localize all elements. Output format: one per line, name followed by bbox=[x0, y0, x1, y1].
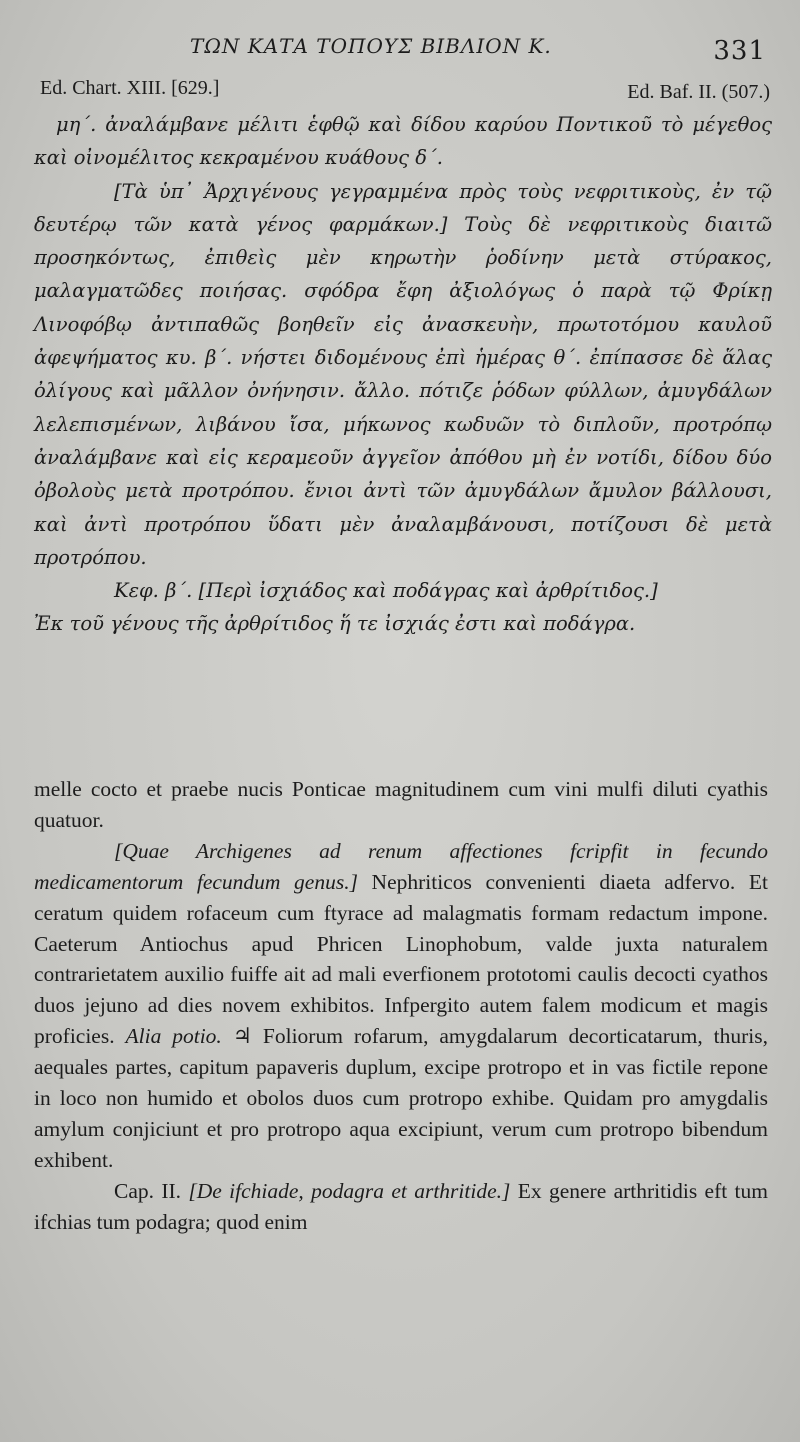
greek-paragraph-1 bbox=[34, 108, 772, 175]
latin-chapter-paragraph bbox=[34, 1176, 768, 1238]
greek-paragraph-2 bbox=[34, 175, 772, 575]
latin-chapter-text: Ex genere arthritidis eft tum ifchias tum podagra; quod enim bbox=[34, 1178, 768, 1234]
latin-paragraph-1-text: melle cocto et praebe nucis Ponticae magnitudinem cum vini mulfi diluti cyathis quatuor. bbox=[34, 777, 768, 832]
latin-text-block bbox=[34, 774, 768, 1238]
greek-chapter-label: Κεφ. β΄. bbox=[114, 579, 193, 603]
running-head: ΤΩΝ ΚΑΤΑ ΤΟΠΟΥΣ ΒΙΒΛΙΟΝ Κ. bbox=[190, 34, 552, 58]
latin-chapter-title: [De ifchiade, podagra et arthritide.] bbox=[188, 1178, 511, 1203]
greek-chapter-heading bbox=[34, 574, 772, 607]
greek-chapter-title: [Περὶ ἰσχιάδος καὶ ποδάγρας καὶ ἀρθρίτιδος.] bbox=[198, 579, 658, 603]
latin-alia-potio: Alia potio. bbox=[125, 1024, 222, 1049]
latin-paragraph-2 bbox=[34, 836, 768, 1176]
greek-paragraph-2-heading: [Τὰ ὑπ᾽ Ἀρχιγένους γεγραμμένα πρὸς τοὺς νεφριτικοὺς, ἐν τῷ δευτέρῳ τῶν κατὰ γένος φαρμάκων.] bbox=[34, 179, 772, 236]
jupiter-recipe-symbol-icon: ♃ bbox=[232, 1024, 252, 1049]
greek-text-block bbox=[34, 108, 772, 641]
edition-reference-basel: Ed. Baf. II. (507.) bbox=[627, 81, 770, 103]
latin-paragraph-1 bbox=[34, 774, 768, 836]
greek-chapter-text bbox=[34, 607, 772, 640]
latin-paragraph-2-text-2: Foliorum rofarum, amygdalarum decorticatarum, thuris, aequales partes, capitum papaveris duplum, excipe protropo et in vas fictile repone in loco non humido et obolos duos cum protropo exhibe. Quidam pro amygdalis amylum conjiciunt et pro protropo aqua excipiunt, verum cum protropo bibendum exhibent. bbox=[34, 1024, 769, 1172]
edition-reference-row bbox=[40, 77, 770, 103]
greek-chapter-text-content: Ἐκ τοῦ γένους τῆς ἀρθρίτιδος ἥ τε ἰσχιάς ἐστι καὶ ποδάγρα. bbox=[34, 612, 636, 636]
latin-paragraph-2-heading: [Quae Archigenes ad renum affectiones fcripfit in fecundo medicamentorum fecundum genus.] bbox=[34, 838, 768, 894]
latin-chapter-label: Cap. II. bbox=[114, 1178, 182, 1203]
greek-paragraph-2-text: Τοὺς δὲ νεφριτικοὺς διαιτῶ προσηκόντως, ἐπιθεὶς μὲν κηρωτὴν ῥοδίνην μετὰ στύρακος, μαλαγματῶδες ποιήσας. σφόδρα ἔφη ἀξιολόγως ὁ παρὰ τῷ Φρίκῃ Λινοφόβῳ ἀντιπαθῶς βοηθεῖν εἰς ἀνασκευὴν, πρωτοτόμου καυλοῦ ἀφεψήματος κυ. β΄. νήστει διδομένους ἐπὶ ἡμέρας θ΄. ἐπίπασσε δὲ ἅλας ὀλίγους καὶ μᾶλλον ὀνήνησιν. ἄλλο. πότιζε ῥόδων φύλλων, ἀμυγδάλων λελεπισμένων, λιβάνου ἴσα, μήκωνος κωδυῶν τὸ διπλοῦν, προτρόπῳ ἀναλάμβανε καὶ εἰς κεραμεοῦν ἀγγεῖον ἀπόθου μὴ ἐν νοτίδι, δίδου δύο ὀβολοὺς μετὰ προτρόπου. ἔνιοι ἀντὶ τῶν ἀμυγδάλων ἄμυλον βάλλουσι, καὶ ἀντὶ προτρόπου ὕδατι μὲν ἀναλαμβάνουσι, ποτίζουσι δὲ μετὰ προτρόπου. bbox=[34, 212, 773, 569]
greek-paragraph-1-text: μη΄. ἀναλάμβανε μέλιτι ἑφθῷ καὶ δίδου καρύου Ποντικοῦ τὸ μέγεθος καὶ οἰνομέλιτος κεκραμένου κυάθους δ΄. bbox=[34, 113, 772, 170]
edition-reference-chart: Ed. Chart. XIII. [629.] bbox=[40, 77, 220, 99]
latin-paragraph-2-text-1: Nephriticos convenienti diaeta adfervo. Et ceratum quidem rofaceum cum ftyrace ad malagmatis formam redactum impone. Caeterum Antiochus apud Phricen Linophobum, valde juxta naturalem contrarietatem auxilio fuiffe ait ad mali everfionem prototomi caulis decocti cyathos duos jejuno ad dies novem exhibitos. Infpergito autem falem modicum et magis proficies. bbox=[34, 869, 768, 1049]
page-number: 331 bbox=[713, 36, 766, 66]
